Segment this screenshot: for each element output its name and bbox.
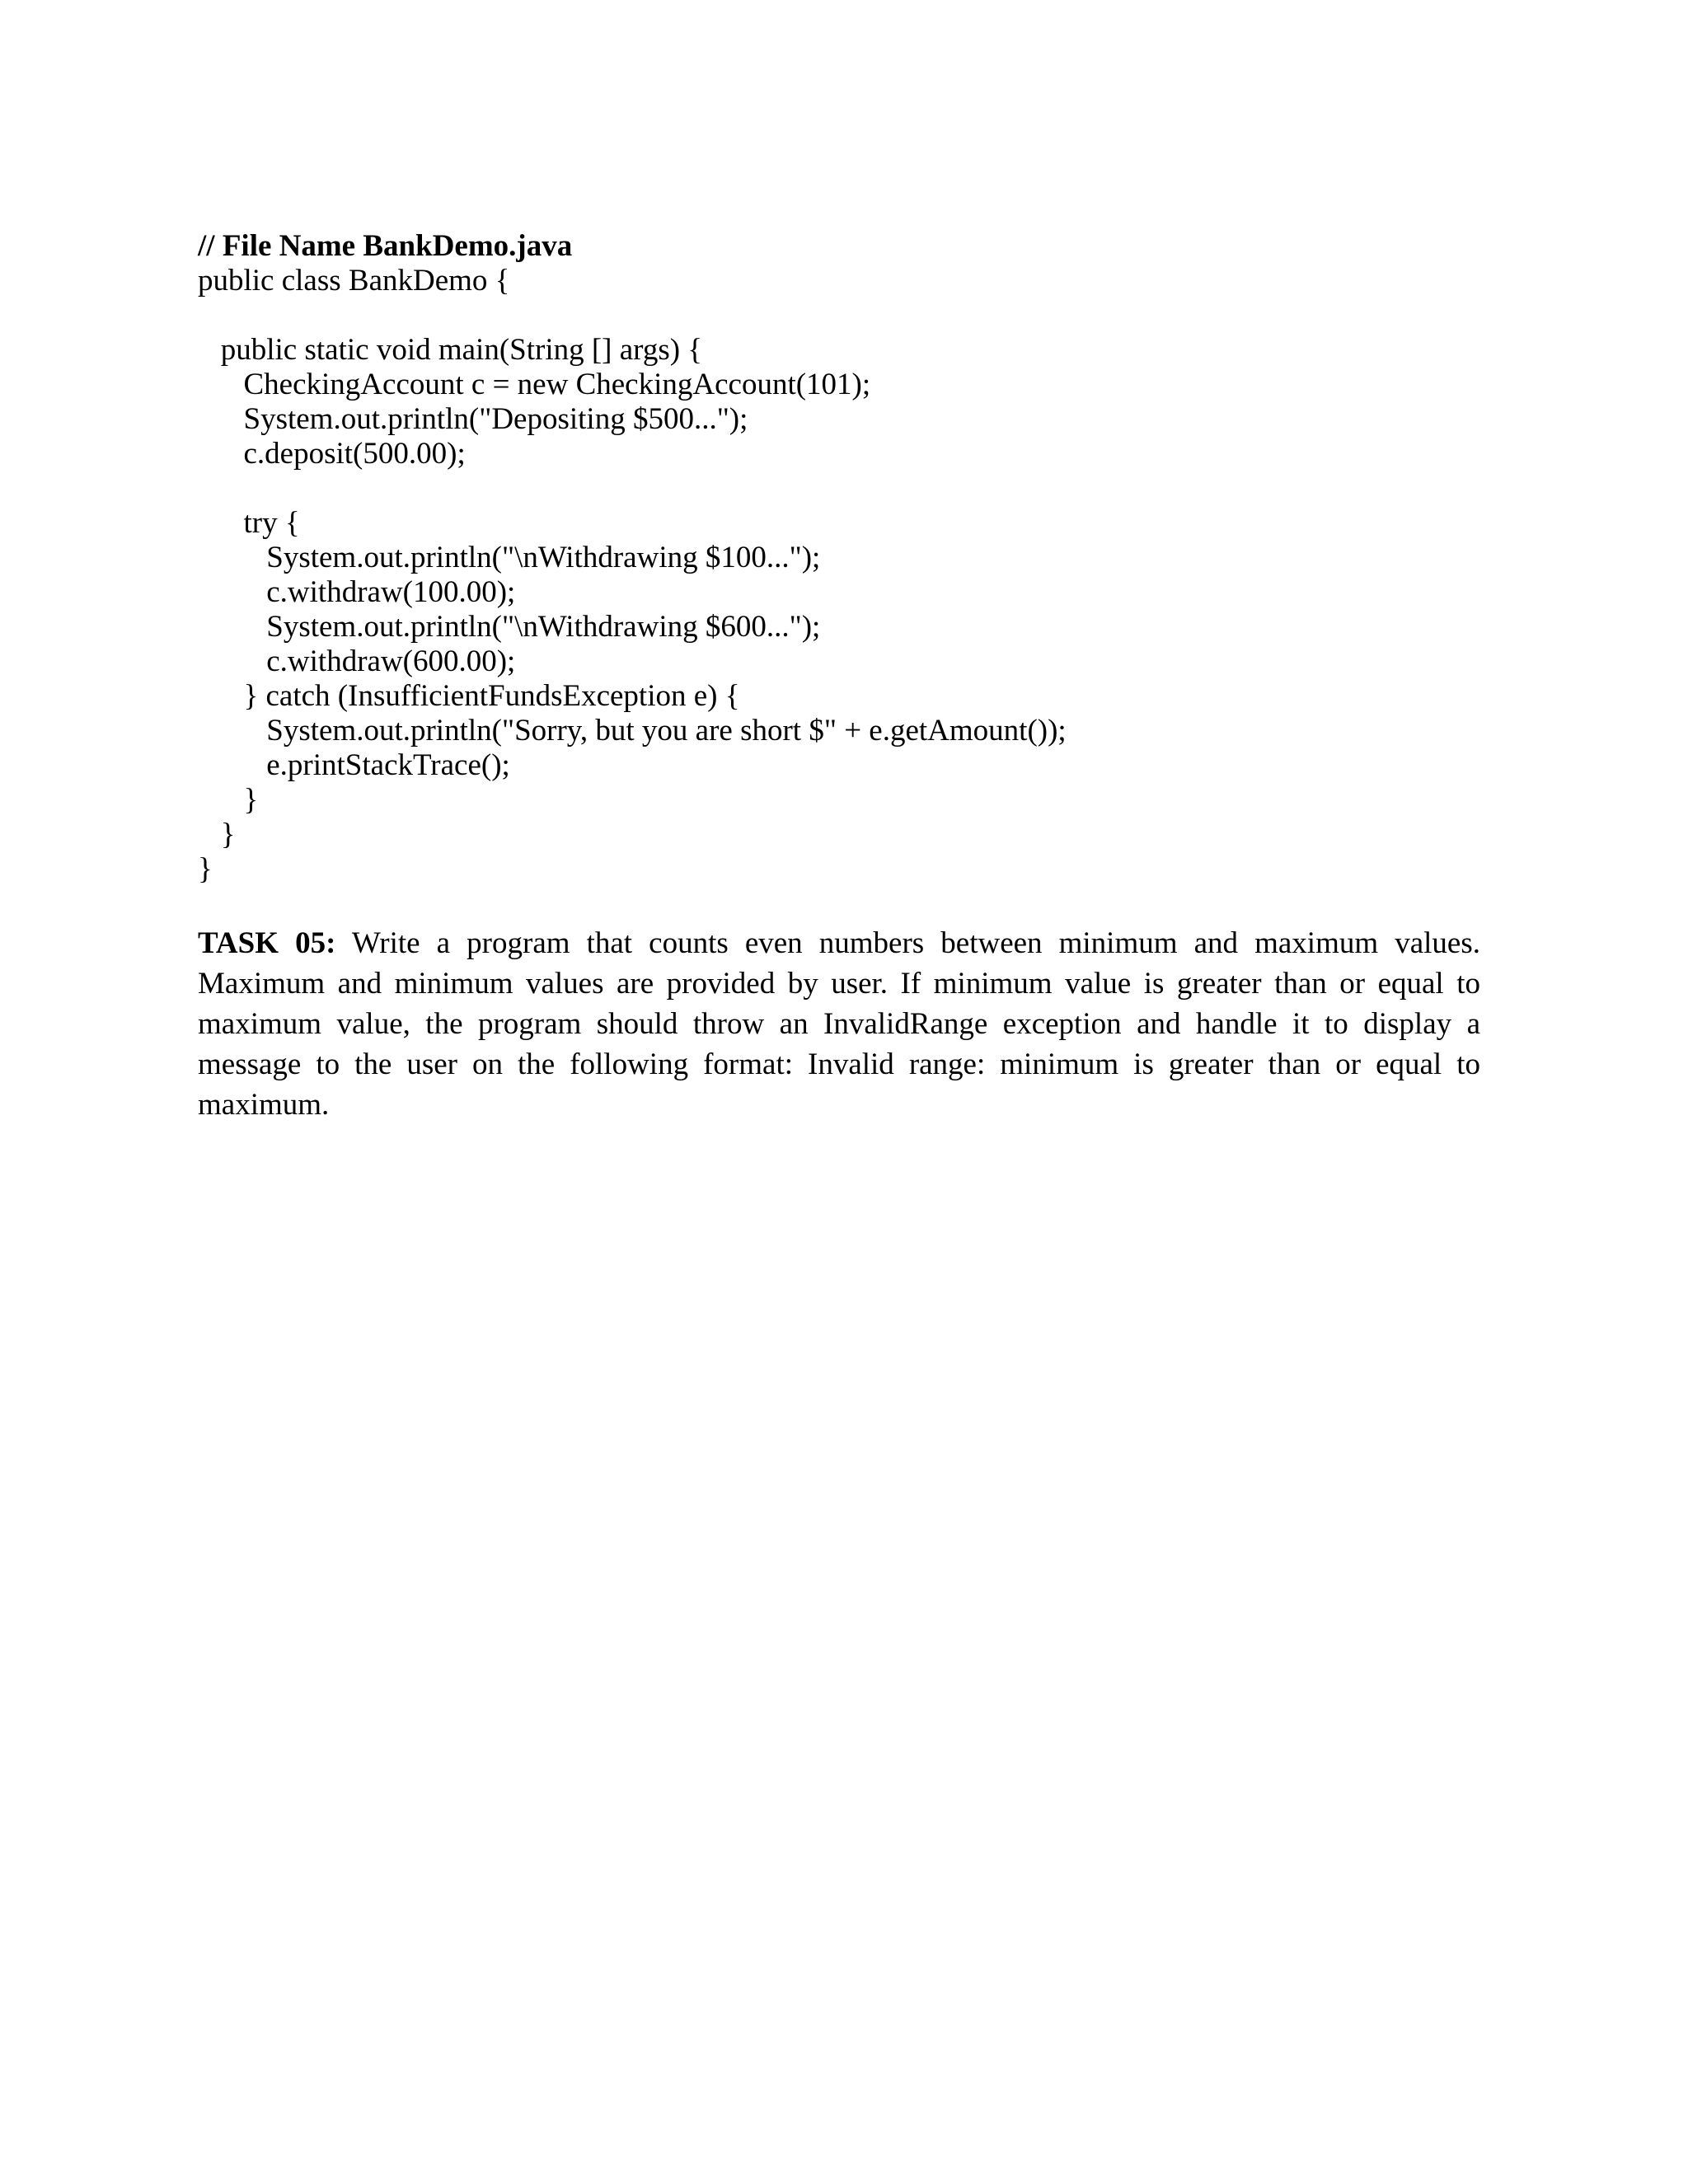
- code-line: public static void main(String [] args) {: [198, 333, 703, 367]
- code-line: c.withdraw(600.00);: [198, 644, 516, 678]
- code-line: public class BankDemo {: [198, 264, 510, 298]
- code-line: }: [198, 783, 259, 817]
- code-line: System.out.println("\nWithdrawing $100...");: [198, 541, 821, 574]
- file-name: File Name BankDemo.java: [222, 229, 573, 263]
- code-line: } catch (InsufficientFundsException e) {: [198, 679, 740, 713]
- code-line: CheckingAccount c = new CheckingAccount(101);: [198, 368, 871, 401]
- comment-prefix: //: [198, 229, 223, 263]
- code-line: c.deposit(500.00);: [198, 437, 466, 471]
- file-name-comment: [198, 229, 1517, 264]
- code-listing: [198, 229, 1517, 887]
- code-line: System.out.println("\nWithdrawing $600...");: [198, 610, 821, 644]
- code-line: try {: [198, 506, 300, 540]
- code-line: e.printStackTrace();: [198, 748, 510, 782]
- code-line: System.out.println("Depositing $500...");: [198, 402, 748, 436]
- task-label: TASK 05:: [198, 926, 336, 960]
- code-line: }: [198, 852, 213, 886]
- code-line: [198, 298, 1517, 333]
- code-line: }: [198, 818, 236, 851]
- code-line: System.out.println("Sorry, but you are short $" + e.getAmount());: [198, 714, 1067, 748]
- code-line: c.withdraw(100.00);: [198, 575, 516, 609]
- code-line: [198, 471, 1517, 506]
- task-paragraph: [198, 923, 1480, 1125]
- task-text: Write a program that counts even numbers between minimum and maximum values. Maximum and minimum values are provided by user. If minimum value is greater than or equal to maximum value, the program should throw an InvalidRange exception and handle it to display a message to the user on the following format: Invalid range: minimum is greater than or equal to maximum.: [198, 926, 1480, 1122]
